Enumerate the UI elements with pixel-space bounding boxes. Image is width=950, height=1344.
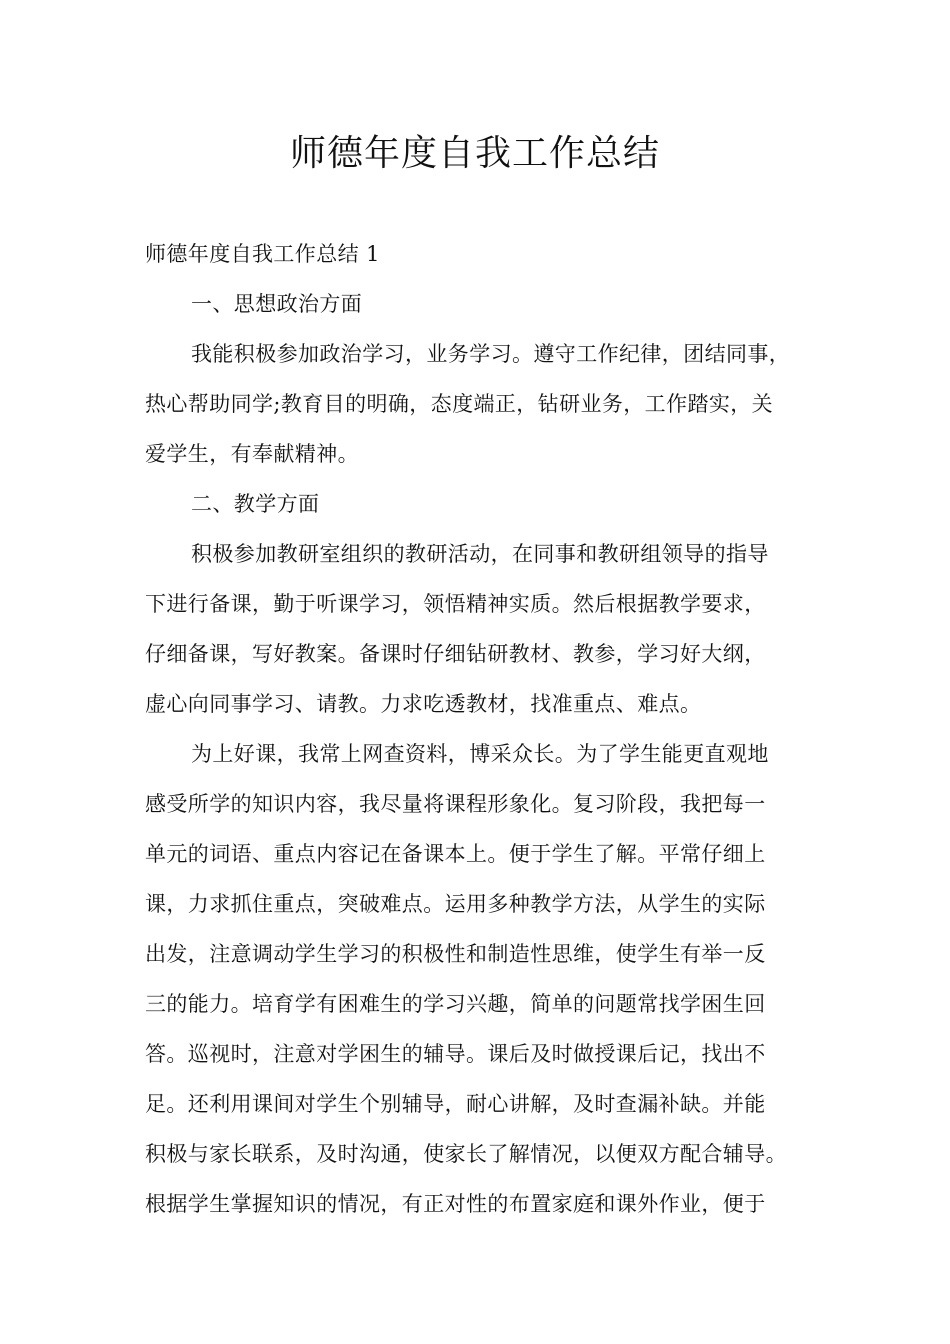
paragraph-line: 足。还利用课间对学生个别辅导，耐心讲解，及时查漏补缺。并能 [145, 1092, 766, 1116]
paragraph-line: 热心帮助同学;教育目的明确，态度端正，钻研业务，工作踏实，关 [145, 392, 774, 416]
paragraph-line: 答。巡视时，注意对学困生的辅导。课后及时做授课后记，找出不 [145, 1042, 766, 1066]
paragraph-line: 积极与家长联系，及时沟通，使家长了解情况，以便双方配合辅导。 [145, 1142, 787, 1166]
document-title: 师德年度自我工作总结 [289, 133, 660, 174]
section-heading: 师德年度自我工作总结 1 [145, 242, 380, 266]
paragraph-line: 仔细备课，写好教案。备课时仔细钻研教材、教参，学习好大纲， [145, 642, 766, 666]
paragraph-line: 单元的词语、重点内容记在备课本上。便于学生了解。平常仔细上 [145, 842, 766, 866]
subsection-heading: 二、教学方面 [191, 492, 320, 516]
paragraph-line: 感受所学的知识内容，我尽量将课程形象化。复习阶段，我把每一 [145, 792, 766, 816]
paragraph-line: 爱学生，有奉献精神。 [145, 442, 359, 466]
paragraph-line: 出发，注意调动学生学习的积极性和制造性思维，使学生有举一反 [145, 942, 766, 966]
paragraph-line: 为上好课，我常上网查资料，博采众长。为了学生能更直观地 [191, 742, 769, 766]
document-body [145, 229, 825, 1229]
paragraph-line: 三的能力。培育学有困难生的学习兴趣，简单的问题常找学困生回 [145, 992, 766, 1016]
paragraph-line: 虚心向同事学习、请教。力求吃透教材，找准重点、难点。 [145, 692, 702, 716]
paragraph-line: 下进行备课，勤于听课学习，领悟精神实质。然后根据教学要求， [145, 592, 766, 616]
paragraph-line: 课，力求抓住重点，突破难点。运用多种教学方法，从学生的实际 [145, 892, 766, 916]
paragraph-line: 根据学生掌握知识的情况，有正对性的布置家庭和课外作业，便于 [145, 1192, 766, 1216]
subsection-heading: 一、思想政治方面 [191, 292, 363, 316]
paragraph-line: 积极参加教研室组织的教研活动，在同事和教研组领导的指导 [191, 542, 769, 566]
paragraph-line: 我能积极参加政治学习，业务学习。遵守工作纪律，团结同事， [191, 342, 791, 366]
